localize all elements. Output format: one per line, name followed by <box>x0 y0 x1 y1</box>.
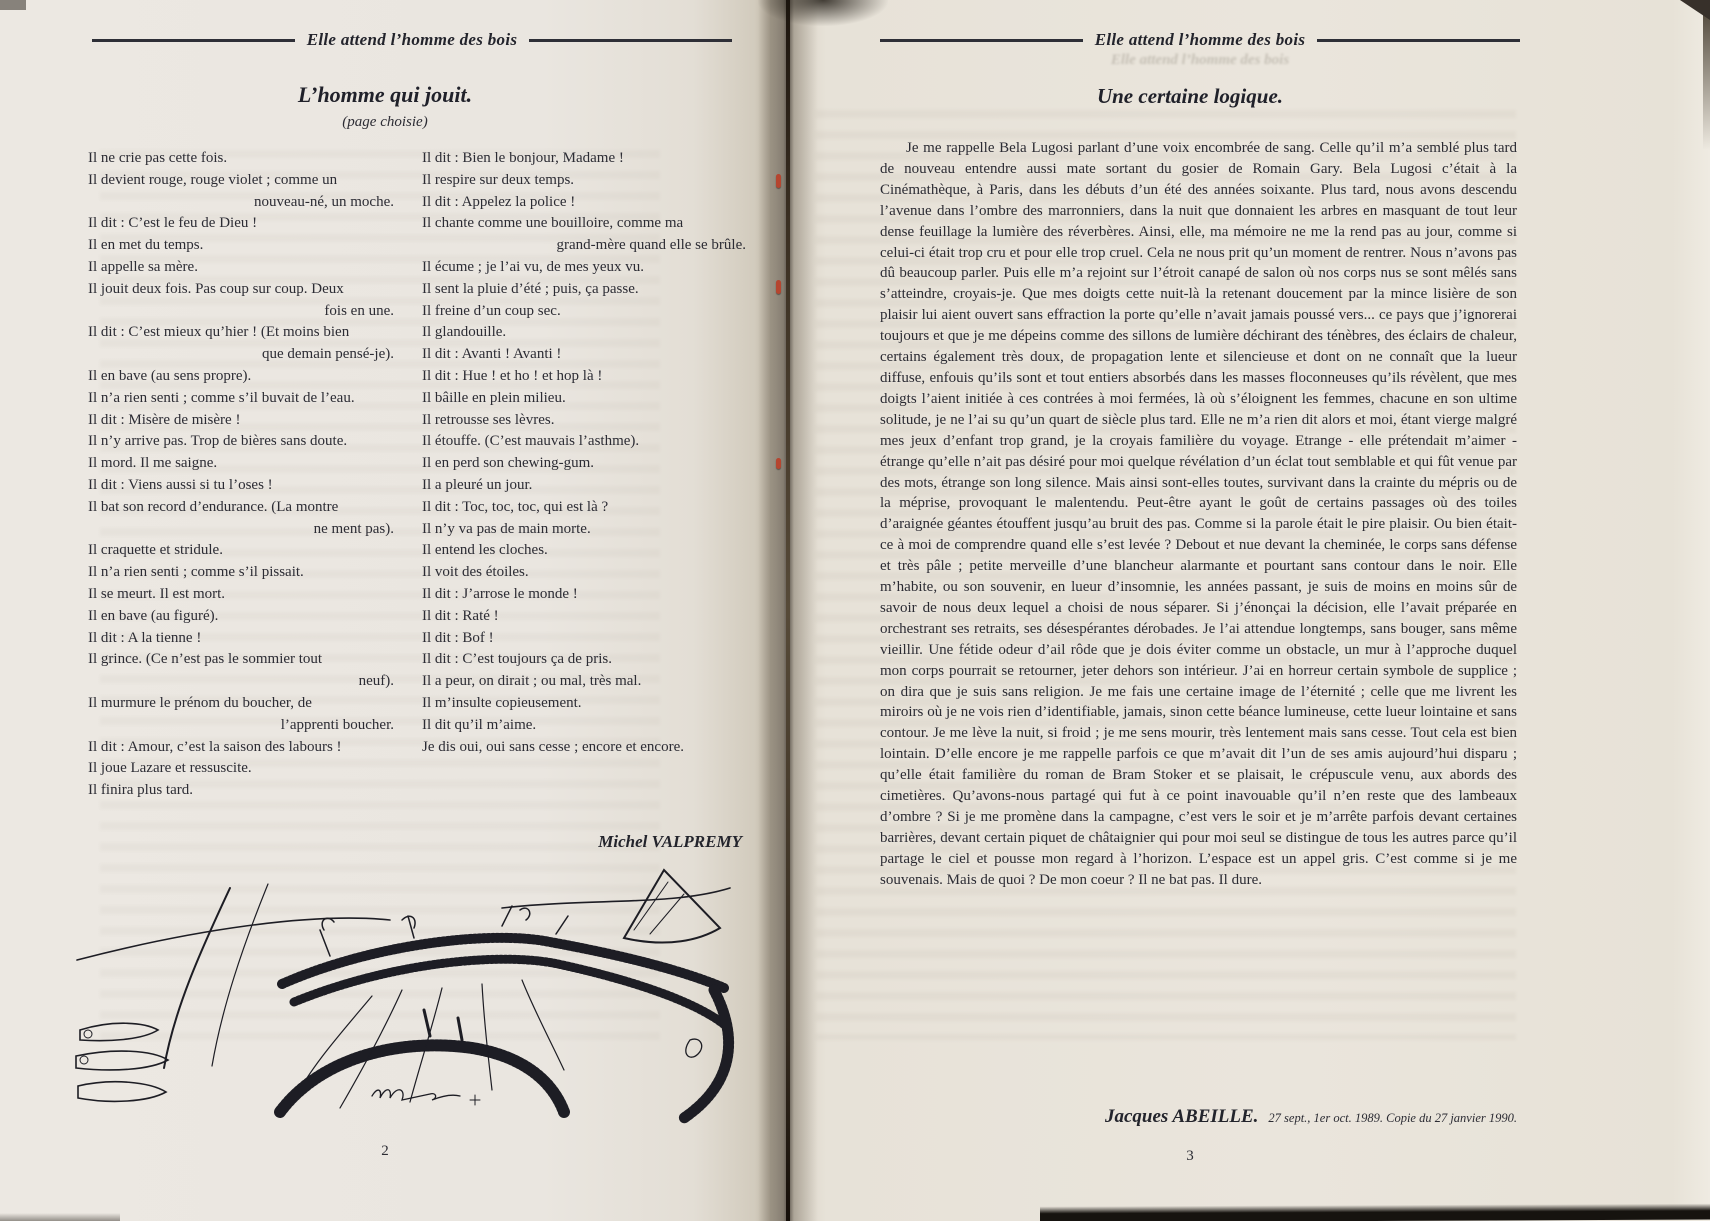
poem-line: Il bâille en plein milieu. <box>422 389 566 406</box>
poem-column-1 <box>88 148 396 802</box>
poem-line: Il dit : A la tienne ! <box>88 629 202 646</box>
poem-line: Il dit : C’est le feu de Dieu ! <box>88 215 258 232</box>
poem-line: Il entend les cloches. <box>422 542 548 559</box>
poem-line: Il appelle sa mère. <box>88 258 198 275</box>
poem-line: Il bat son record d’endurance. (La montre <box>88 498 339 515</box>
page-number-right: 3 <box>1186 1148 1194 1164</box>
prose-signature <box>880 1106 1517 1128</box>
poem-line: Il dit : Bien le bonjour, Madame ! <box>422 150 624 166</box>
page-number-left: 2 <box>381 1143 389 1159</box>
right-page <box>770 0 1710 1221</box>
poem-line: Il murmure le prénom du boucher, de <box>88 694 312 711</box>
prose-body: Je me rappelle Bela Lugosi parlant d’une voix encombrée de sang. Celle qu’il m’a semblé plus tard de nouveau entendre aussi mate sortant du gosier de Romain Gary. Bela Lugosi c’était à la Cinémathèque, à Paris, dans les débuts d’un été des années soixante. Plus tard, nous avons descendu l’avenue dans l’ombre des marronniers, dans la nuit que donnaient les arbres en masquant de tout leur dense feuillage la lumière des réverbères. Ainsi, elle, ma mémoire ne me la rend pas au jour, comme si celui-ci était trop cru et pour elle trop cruel. Cela ne nous prit qu’un moment de rentrer. Nous n’avons pas dû beaucoup parler. Puis elle m’a rejoint sur l’étroit canapé de salon où nos corps nus se sont mêlés sans s’atteindre, croyais-je. Que mes doigts cette nuit-là la retenant doucement par la mince lisière de son plaisir lui aient ouvert sans effraction la porte qu’elle n’avait jamais poussé vers... ce pays que j’ignorerai toujours et que je me dépeins comme des sillons de lumière déchirant des ténèbres, des éclairs de chaleur, certains également très doux, de propagation lente et silencieuse et dont on ne connaît que la lueur diffuse, enfouis qu’ils sont et tout entiers absorbés dans les masses floconneuses qu’ils révèlent, que mes doigts l’aient initiée à ces contrées à moi fermées, là où s’éloignent les femmes, chacune en son ultime solitude, je ne l’ai su qu’un quart de siècle plus tard. Elle ne m’a rien dit alors et moi, étant vierge malgré mes jeux d’enfant trop grand, je la croyais familière du voyage. Etrange - elle prétendait m’aimer - étrange qu’elle n’ait pas désiré pour moi quelque révélation d’un éclat tout semblable et qui fût venue par des mots, étrange son long silence. Mais ainsi sont-elles toutes, survivant dans la crainte du mépris ou de la méprise, provoquant le malentendu. Peut-être ayant le goût de certains passages où des toiles d’araignée géantes étouffent jusqu’au bruit des pas. Comme si la parole était le pire plaisir. Ou bien était-ce à moi de comprendre quand elle s’est levée ? Debout et nue devant la cheminée, le corps sans défense et très pâle ; petite merveille d’une blancheur alarmante et pourtant sans contour dans le noir. Elle m’habite, ou son souvenir, en lueur d’insomnie, les années passant, je suis de moins en moins sûr de savoir de nous deux lequel a choisi de nous séparer. Si j’énonçai la décision, elle l’avait préparée en orchestrant ses retraits, ses désespérantes dérobades. Je l’ai attendue longtemps, sans bouger, sans même vieillir. Une fétide odeur d’ail rôde que je dois éviter comme un obstacle, un mur à l’approche duquel mon corps pourrait se retourner, jeter dehors son intérieur. J’ai en horreur certain symbole de supplice ; on dira que je suis sans religion. Je me fais une certaine image de l’éternité ; celle que me livrent les miroirs où je ne vois rien d’identifiable, jamais, sinon cette béance lumineuse, cette lueur lointaine et sans contour. Je me lève la nuit, si froid ; je me sens mourir, très lentement mais sans cesse. Tout cela est bien lointain. D’elle encore je me rappelle parfois ce que m’avait dit l’un de ses amis aujourd’hui disparu ; qu’elle était familière du roman de Bram Stoker et se plaisait, le crépuscule venu, aux abords des cimetières. Qu’avons-nous partagé qui fut à ce point inavouable qu’il n’en reste que des lambeaux d’ombre ? Si je me promène dans la campagne, c’est vers le soir et je m’arrête parfois devant certaines barrières, devant certain piquet de châtaignier qui pour moi seul se distingue de tous les autres parce qu’il partage le ciel et pousse mon regard à l’horizon. L’espace est un appel gris. C’est comme si je me souvenais. Mais de quoi ? De mon coeur ? Il ne bat pas. Il dure. <box>880 140 1517 888</box>
poem-line: Il craquette et stridule. <box>88 542 223 559</box>
poem-line: nouveau-né, un moche. <box>254 193 394 210</box>
left-page <box>0 0 770 1221</box>
poem-line: Il devient rouge, rouge violet ; comme un <box>88 171 338 188</box>
poem-line: Il étouffe. (C’est mauvais l’asthme). <box>422 433 640 450</box>
poem-author: Michel VALPREMY <box>598 832 742 851</box>
poem-line: Il en met du temps. <box>88 237 204 254</box>
poem-line: Il n’y va pas de main morte. <box>422 520 591 537</box>
running-header-text: Elle attend l’homme des bois <box>306 30 518 49</box>
poem-line: Il dit : Appelez la police ! <box>422 193 576 210</box>
poem-line: Il jouit deux fois. Pas coup sur coup. Deux <box>88 280 344 297</box>
header-rule-left <box>92 39 295 42</box>
header-rule-right <box>1317 39 1520 42</box>
poem-line: Il voit des étoiles. <box>422 564 529 581</box>
poem-line: Il finira plus tard. <box>88 782 193 799</box>
poem-line: Il grince. (Ce n’est pas le sommier tout <box>88 651 323 668</box>
poem-line: Il dit : C’est mieux qu’hier ! (Et moins bien <box>88 324 350 341</box>
poem-line: Il glandouille. <box>422 324 507 341</box>
poem-column-2 <box>422 148 748 802</box>
poem-line: Il chante comme une bouilloire, comme ma <box>422 215 684 232</box>
poem-line: Il n’a rien senti ; comme s’il pissait. <box>88 564 304 581</box>
poem-line: Il se meurt. Il est mort. <box>88 585 226 602</box>
poem-line: Il en bave (au figuré). <box>88 607 219 624</box>
poem-line: ne ment pas). <box>313 520 394 537</box>
poem-line: Il dit : Viens aussi si tu l’oses ! <box>88 476 273 493</box>
poem-line: Il respire sur deux temps. <box>422 171 575 188</box>
prose-title: Une certaine logique. <box>1096 84 1284 108</box>
poem-line: Il dit : Toc, toc, toc, qui est là ? <box>422 498 609 515</box>
poem-line: Il écume ; je l’ai vu, de mes yeux vu. <box>422 258 645 275</box>
poem-line: Il dit : Avanti ! Avanti ! <box>422 346 562 363</box>
poem-body <box>88 148 750 802</box>
poem-line: Il a peur, on dirait ; ou mal, très mal. <box>422 673 642 690</box>
poem-line: Il n’a rien senti ; comme s’il buvait de l’eau. <box>88 389 355 406</box>
ink-drawing <box>72 858 737 1128</box>
poem-line: Il sent la pluie d’été ; puis, ça passe. <box>422 280 639 297</box>
poem-line: Il joue Lazare et ressuscite. <box>88 760 252 777</box>
poem-line: Il dit : Bof ! <box>422 629 494 646</box>
header-rule-right <box>529 39 732 42</box>
poem-line: Il en bave (au sens propre). <box>88 367 252 384</box>
poem-line: Il dit : Raté ! <box>422 607 499 624</box>
poem-line: que demain pensé-je). <box>261 346 394 363</box>
poem-line: Il dit : Misère de misère ! <box>88 411 241 428</box>
poem-line: Il dit : C’est toujours ça de pris. <box>422 651 612 668</box>
poem-line: Il dit : Amour, c’est la saison des labours ! <box>88 738 342 755</box>
poem-line: Il ne crie pas cette fois. <box>88 150 228 166</box>
poem-subtitle: (page choisie) <box>342 114 428 130</box>
poem-line: Il mord. Il me saigne. <box>88 455 218 472</box>
poem-line: grand-mère quand elle se brûle. <box>556 237 746 254</box>
prose-dateline: 27 sept., 1er oct. 1989. Copie du 27 janvier 1990. <box>1268 1111 1517 1125</box>
running-header-text: Elle attend l’homme des bois <box>1094 30 1306 49</box>
running-header <box>880 30 1520 50</box>
poem-line: Il en perd son chewing-gum. <box>422 455 595 472</box>
poem-line: Il dit qu’il m’aime. <box>422 716 537 733</box>
poem-line: Il freine d’un coup sec. <box>422 302 561 319</box>
poem-line: Il dit : Hue ! et ho ! et hop là ! <box>422 367 603 384</box>
running-header <box>92 30 732 50</box>
bleed-through-header: Elle attend l’homme des bois <box>1110 52 1290 68</box>
prose-author: Jacques ABEILLE. <box>1104 1106 1259 1127</box>
poem-title: L’homme qui jouit. <box>297 82 473 107</box>
poem-line: Je dis oui, oui sans cesse ; encore et encore. <box>422 738 684 755</box>
poem-line: Il dit : J’arrose le monde ! <box>422 585 578 602</box>
poem-line: l’apprenti boucher. <box>280 716 394 733</box>
poem-line: Il n’y arrive pas. Trop de bières sans doute. <box>88 433 348 450</box>
poem-line: Il m’insulte copieusement. <box>422 694 582 711</box>
header-rule-left <box>880 39 1083 42</box>
poem-line: Il a pleuré un jour. <box>422 476 533 493</box>
poem-line: Il retrousse ses lèvres. <box>422 411 555 428</box>
poem-line: fois en une. <box>324 302 394 319</box>
poem-line: neuf). <box>358 673 394 690</box>
